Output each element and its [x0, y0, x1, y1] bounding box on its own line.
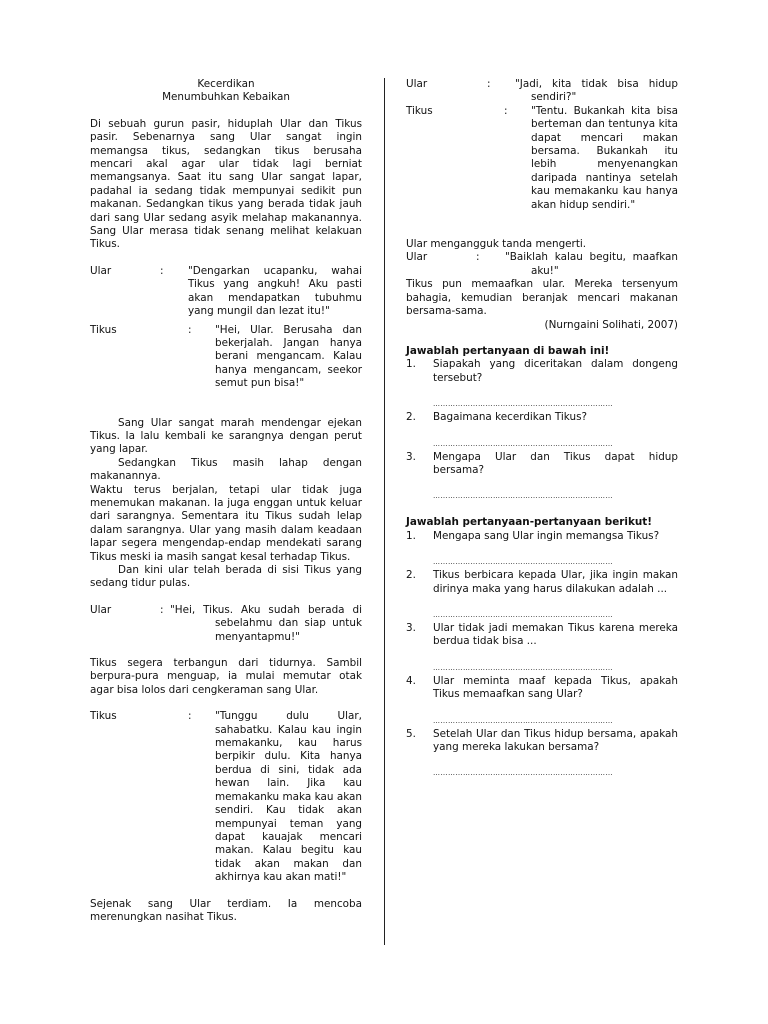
speaker: Tikus — [90, 323, 117, 336]
dialog-text: "Baiklah kalau begitu, maafkan aku!" — [505, 251, 678, 277]
question-number: 3. — [406, 621, 416, 634]
source-citation: (Nurngaini Solihati, 2007) — [544, 318, 678, 331]
narrative-paragraph: Tikus segera terbangun dari tidurnya. Sambil berpura-pura menguap, ia mulai memutar otak agar bisa lolos dari cengkeraman sang Ular. — [90, 657, 362, 696]
column-divider — [384, 78, 385, 945]
question-number: 2. — [406, 569, 416, 582]
dialog-text: "Dengarkan ucapanku, wahai Tikus yang angkuh! Aku pasti akan mendapatkan tubuhmu yang mungil dan lezat itu!" — [188, 264, 362, 318]
question-number: 5. — [406, 727, 416, 740]
answer-line[interactable]: ……………………………………………………………… — [433, 769, 613, 778]
answer-line[interactable]: ……………………………………………………………… — [433, 400, 613, 409]
narrative-paragraph: Sejenak sang Ular terdiam. Ia mencoba merenungkan nasihat Tikus. — [90, 897, 362, 923]
question-item — [406, 411, 678, 424]
intro-paragraph: Di sebuah gurun pasir, hiduplah Ular dan Tikus pasir. Sebenarnya sang Ular sangat ingin memangsa tikus, sedangkan tikus berusaha mencari akal agar ular tidak lagi berniat memangsanya. Saat itu sang Ular sangat lapar, padahal ia sedang tidak mempunyai sedikit pun makanan. Sedangkan tikus yang berada tidak jauh dari sang Ular sedang asyik melahap makanannya. Sang Ular merasa tidak senang melihat kelakuan Tikus. — [90, 117, 362, 251]
left-column — [90, 78, 362, 924]
narrative-paragraph: Waktu terus berjalan, tetapi ular tidak juga menemukan makanan. Ia juga enggan untuk keluar dari sarangnya. Sementara itu Tikus sudah lelap dalam sarangnya. Ular yang masih dalam keadaan lapar segera mengendap-endap mendekati sarang Tikus meski ia masih sangat kesal terhadap Tikus. — [90, 483, 362, 563]
colon: : — [476, 251, 480, 264]
question-item — [406, 728, 678, 755]
question-text: Mengapa Ular dan Tikus dapat hidup bersama? — [433, 450, 678, 476]
question-text: Mengapa sang Ular ingin memangsa Tikus? — [433, 529, 660, 542]
dialog-text: "Tentu. Bukankah kita bisa berteman dan tentunya kita dapat mencari makan bersama. Bukankah itu lebih menyenangkan daripada nantinya setelah kau memakanku kau hanya akan hidup sendiri." — [531, 104, 678, 211]
answer-line[interactable]: ……………………………………………………………… — [433, 558, 613, 567]
dialog-text: "Hei, Tikus. Aku sudah berada di sebelahmu dan siap untuk menyantapmu!" — [170, 603, 362, 643]
narrative-paragraph: Dan kini ular telah berada di sisi Tikus yang sedang tidur pulas. — [90, 564, 362, 590]
question-item — [406, 530, 678, 543]
speaker: Tikus — [406, 104, 433, 117]
question-text: Ular tidak jadi memakan Tikus karena mereka berdua tidak bisa ... — [433, 621, 678, 648]
dialog-line — [406, 105, 678, 212]
question-number: 1. — [406, 529, 416, 542]
dialog-line — [406, 251, 678, 278]
story-title: Kecerdikan — [197, 78, 255, 90]
question-text: Tikus berbicara kepada Ular, jika ingin makan dirinya maka yang harus dilakukan adalah ... — [433, 569, 678, 595]
question-text: Siapakah yang diceritakan dalam dongeng tersebut? — [433, 358, 678, 384]
speaker: Ular — [90, 264, 112, 277]
dialog-text: "Tunggu dulu Ular, sahabatku. Kalau kau ingin memakanku, kau harus berpikir dulu. Kita hanya berdua di sini, tidak ada hewan lain. Jika kau memakanku maka kau akan sendiri. Kau tidak akan mempunyai teman yang dapat kauajak mencari makan. Kalau begitu kau tidak akan makan dan akhirnya kau akan mati!" — [215, 710, 362, 884]
speaker: Ular — [90, 603, 112, 616]
dialog-line — [90, 604, 362, 644]
question-item — [406, 622, 678, 649]
colon: : — [160, 264, 164, 277]
colon: : — [188, 323, 192, 336]
question-item — [406, 451, 678, 478]
colon: : — [504, 104, 508, 117]
narrative-paragraph: Sedangkan Tikus masih lahap dengan makanannya. — [90, 456, 362, 483]
colon: : — [487, 78, 491, 90]
answer-line[interactable]: ……………………………………………………………… — [433, 492, 613, 501]
narrative-paragraph: Tikus pun memaafkan ular. Mereka tersenyum bahagia, kemudian beranjak mencari makanan bersama-sama. — [406, 278, 678, 318]
question-text: Ular meminta maaf kepada Tikus, apakah Tikus memaafkan sang Ular? — [433, 674, 678, 701]
question-number: 3. — [406, 450, 416, 463]
question-item — [406, 675, 678, 702]
dialog-line — [406, 78, 678, 105]
question-number: 2. — [406, 411, 416, 424]
dialog-text: "Hei, Ular. Berusaha dan bekerjalah. Jangan hanya berani mengancam. Kalau hanya mengancam, seekor semut pun bisa!" — [215, 323, 362, 390]
colon: : — [188, 710, 192, 723]
dialog-line — [90, 324, 362, 391]
story-subtitle: Menumbuhkan Kebaikan — [162, 91, 290, 104]
dialog-line — [90, 710, 362, 884]
question-text: Bagaimana kecerdikan Tikus? — [433, 411, 588, 424]
dialog-line — [90, 265, 362, 319]
question-item — [406, 358, 678, 385]
narrative-paragraph: Sang Ular sangat marah mendengar ejekan Tikus. Ia lalu kembali ke sarangnya dengan perut yang lapar. — [90, 416, 362, 456]
speaker: Ular — [406, 78, 428, 90]
speaker: Ular — [406, 251, 428, 264]
question-number: 1. — [406, 358, 416, 371]
answer-line[interactable]: ……………………………………………………………… — [433, 716, 613, 725]
question-text: Setelah Ular dan Tikus hidup bersama, apakah yang mereka lakukan bersama? — [433, 727, 678, 753]
colon: : — [160, 603, 164, 616]
narrative-paragraph: Ular mengangguk tanda mengerti. — [406, 238, 587, 251]
answer-line[interactable]: ……………………………………………………………… — [433, 439, 613, 448]
answer-line[interactable]: ……………………………………………………………… — [433, 663, 613, 672]
question-number: 4. — [406, 674, 416, 687]
question-item — [406, 569, 678, 596]
dialog-text: "Jadi, kita tidak bisa hidup sendiri?" — [515, 78, 678, 104]
right-column — [406, 78, 678, 780]
speaker: Tikus — [90, 710, 117, 723]
answer-line[interactable]: ……………………………………………………………… — [433, 610, 613, 619]
section-heading: Jawablah pertanyaan-pertanyaan berikut! — [406, 516, 652, 529]
section-heading: Jawablah pertanyaan di bawah ini! — [406, 344, 610, 357]
